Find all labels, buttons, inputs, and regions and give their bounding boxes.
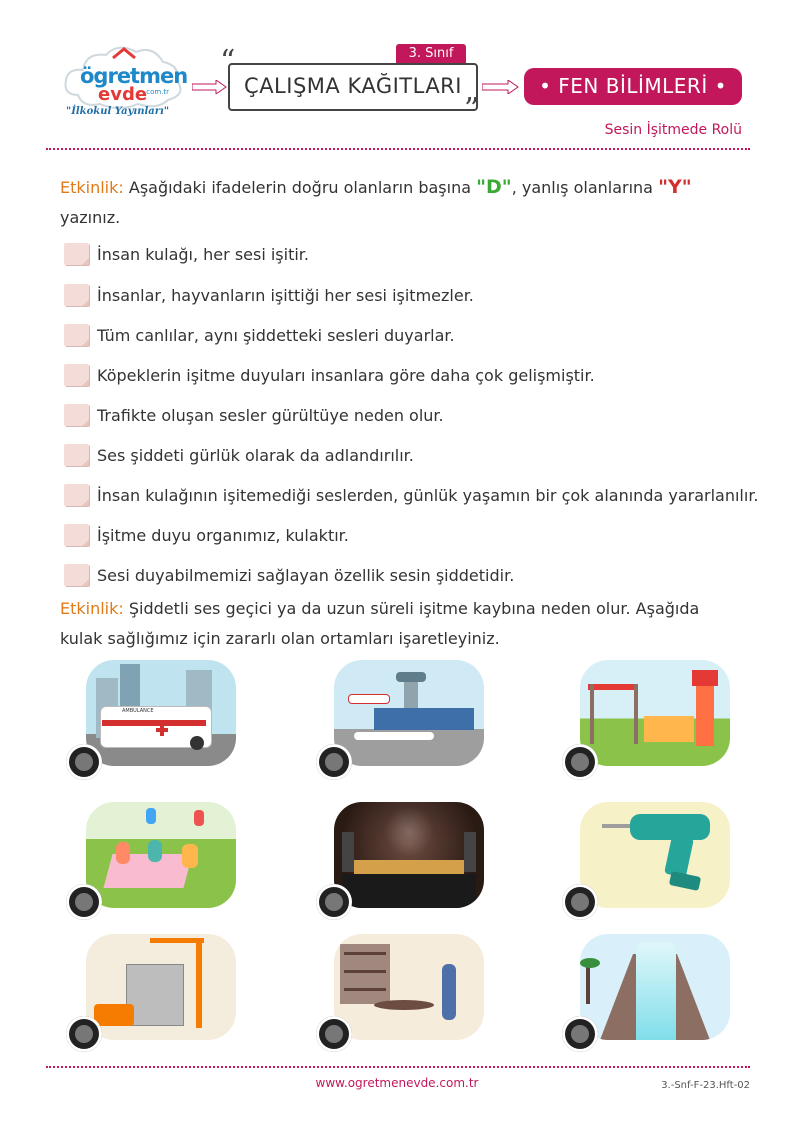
answer-box[interactable] xyxy=(64,243,89,265)
publisher-logo xyxy=(58,40,188,130)
statement-text: Sesi duyabilmemizi sağlayan özellik sesin şiddetidir. xyxy=(97,565,515,585)
answer-circle[interactable] xyxy=(562,884,598,920)
open-quote-icon: “ xyxy=(220,44,236,79)
answer-circle[interactable] xyxy=(66,884,102,920)
header-divider xyxy=(46,148,750,150)
logo-sub-text: evde xyxy=(98,84,148,105)
statement-row xyxy=(64,361,595,389)
statement-text: Tüm canlılar, aynı şiddetteki sesleri duyarlar. xyxy=(97,325,455,345)
construction-image xyxy=(86,934,236,1040)
arrow-right-icon xyxy=(482,80,520,94)
logo-tagline: "İlkokul Yayınları" xyxy=(66,106,170,117)
statement-row xyxy=(64,481,759,509)
page-title: ÇALIŞMA KAĞITLARI xyxy=(244,74,462,98)
answer-box[interactable] xyxy=(64,524,89,546)
answer-box[interactable] xyxy=(64,364,89,386)
drill-image xyxy=(580,802,730,908)
activity1-label: Etkinlik: xyxy=(60,178,124,197)
activity1-text-b: , yanlış olanlarına xyxy=(511,178,659,197)
close-quote-icon: ” xyxy=(464,92,480,127)
activity2-line2: kulak sağlığımız için zararlı olan ortamları işaretleyiniz. xyxy=(60,629,500,648)
statement-text: İşitme duyu organımız, kulaktır. xyxy=(97,525,349,545)
statement-text: İnsan kulağı, her sesi işitir. xyxy=(97,244,309,264)
library-image xyxy=(334,934,484,1040)
y-mark: Y xyxy=(667,176,682,198)
activity1-line2: yazınız. xyxy=(60,208,121,227)
logo-domain-text: .com.tr xyxy=(144,88,170,96)
airport-image xyxy=(334,660,484,766)
footer-code: 3.-Snf-F-23.Hft-02 xyxy=(661,1080,750,1091)
logo-main-text: ögretmen xyxy=(80,64,188,88)
footer-website-link[interactable]: www.ogretmenevde.com.tr xyxy=(315,1076,479,1090)
answer-circle[interactable] xyxy=(316,744,352,780)
subject-badge: • FEN BİLİMLERİ • xyxy=(524,68,742,105)
statement-text: İnsan kulağının işitemediği seslerden, günlük yaşamın bir çok alanında yararlanılır. xyxy=(97,485,759,505)
answer-box[interactable] xyxy=(64,284,89,306)
answer-box[interactable] xyxy=(64,484,89,506)
answer-circle[interactable] xyxy=(562,1016,598,1052)
activity1-text-a: Aşağıdaki ifadelerin doğru olanların başına xyxy=(123,178,477,197)
playground-image xyxy=(580,660,730,766)
statement-text: İnsanlar, hayvanların işittiği her sesi işitmezler. xyxy=(97,285,474,305)
answer-box[interactable] xyxy=(64,564,89,586)
statement-text: Trafikte oluşan sesler gürültüye neden olur. xyxy=(97,405,444,425)
picnic-image xyxy=(86,802,236,908)
footer-divider xyxy=(46,1066,750,1068)
answer-circle[interactable] xyxy=(562,744,598,780)
answer-circle[interactable] xyxy=(66,744,102,780)
statement-text: Köpeklerin işitme duyuları insanlara göre daha çok gelişmiştir. xyxy=(97,365,595,385)
grade-badge: 3. Sınıf xyxy=(396,44,466,64)
answer-circle[interactable] xyxy=(66,1016,102,1052)
answer-box[interactable] xyxy=(64,324,89,346)
activity2-instruction xyxy=(60,594,750,654)
statement-row xyxy=(64,240,309,268)
d-mark: D xyxy=(486,176,502,198)
arrow-right-icon xyxy=(192,80,228,94)
topic-subtitle: Sesin İşitmede Rolü xyxy=(604,122,742,138)
waterfall-image xyxy=(580,934,730,1040)
activity2-label: Etkinlik: xyxy=(60,599,124,618)
answer-box[interactable] xyxy=(64,404,89,426)
ambulance-label: AMBULANCE xyxy=(122,708,154,714)
statement-row xyxy=(64,281,474,309)
answer-circle[interactable] xyxy=(316,1016,352,1052)
statement-row xyxy=(64,401,444,429)
statement-row xyxy=(64,561,514,589)
statement-row xyxy=(64,521,349,549)
answer-box[interactable] xyxy=(64,444,89,466)
statement-row xyxy=(64,441,414,469)
statement-row xyxy=(64,321,455,349)
concert-image xyxy=(334,802,484,908)
ambulance-image xyxy=(86,660,236,766)
statement-text: Ses şiddeti gürlük olarak da adlandırılır. xyxy=(97,445,414,465)
answer-circle[interactable] xyxy=(316,884,352,920)
activity2-line1: Şiddetli ses geçici ya da uzun süreli işitme kaybına neden olur. Aşağıda xyxy=(123,599,700,618)
activity1-instruction: Etkinlik: Aşağıdaki ifadelerin doğru olanların başına "D", yanlış olanlarına "Y" yazınız. xyxy=(60,176,692,227)
